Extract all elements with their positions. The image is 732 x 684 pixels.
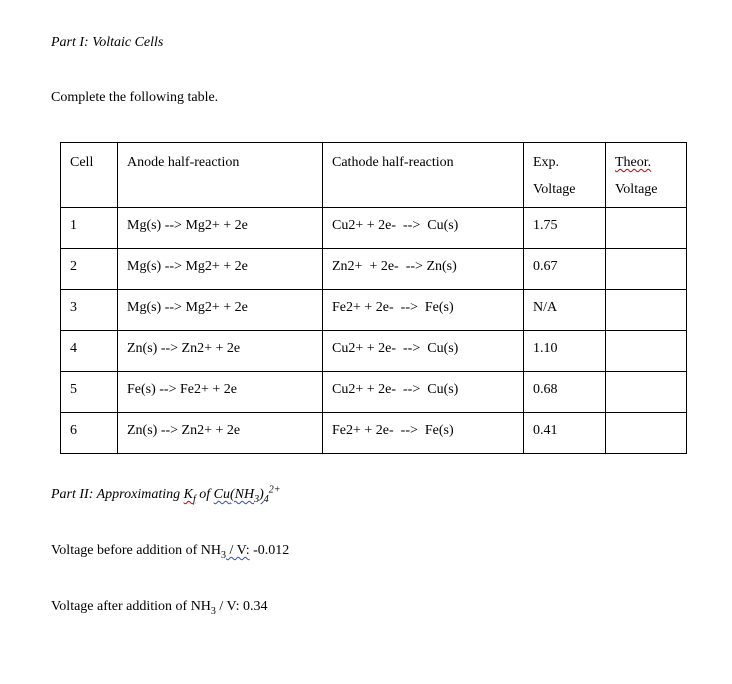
- table-header-row: [61, 143, 687, 208]
- voltage-after-label: Voltage after addition of NH: [51, 599, 211, 614]
- anode-reaction: Fe(s) --> Fe2+ + 2e: [118, 372, 323, 413]
- kf-k: K: [183, 487, 193, 502]
- header-theor-line2: Voltage: [615, 182, 658, 197]
- theor-voltage[interactable]: [606, 290, 687, 331]
- header-theor-line1: Theor.: [615, 155, 652, 170]
- cathode-reaction: Cu2+ + 2e- --> Cu(s): [323, 372, 524, 413]
- part2-heading-of: of: [195, 487, 214, 502]
- table-row: [61, 331, 687, 372]
- complex-charge: 2+: [268, 484, 281, 496]
- header-exp-line2: Voltage: [533, 182, 576, 197]
- exp-voltage: 0.68: [524, 372, 606, 413]
- table-row: [61, 413, 687, 454]
- header-exp-line1: Exp.: [533, 155, 560, 170]
- header-exp-voltage: [524, 143, 606, 208]
- complex-cu: Cu: [213, 487, 230, 502]
- table-row: [61, 249, 687, 290]
- header-anode: Anode half-reaction: [118, 143, 323, 208]
- voltaic-cells-table: [60, 142, 687, 454]
- table-row: [61, 208, 687, 249]
- exp-voltage: 0.67: [524, 249, 606, 290]
- complex-four-sub: 4: [263, 493, 269, 505]
- exp-voltage: N/A: [524, 290, 606, 331]
- anode-reaction: Zn(s) --> Zn2+ + 2e: [118, 413, 323, 454]
- cell-number: 4: [61, 331, 118, 372]
- exp-voltage: 1.10: [524, 331, 606, 372]
- cell-number: 5: [61, 372, 118, 413]
- theor-voltage[interactable]: [606, 372, 687, 413]
- header-cathode: Cathode half-reaction: [323, 143, 524, 208]
- anode-reaction: Mg(s) --> Mg2+ + 2e: [118, 249, 323, 290]
- cathode-reaction: Fe2+ + 2e- --> Fe(s): [323, 413, 524, 454]
- anode-reaction: Mg(s) --> Mg2+ + 2e: [118, 290, 323, 331]
- part2-heading-prefix: Part II: Approximating: [51, 487, 184, 502]
- table-row: [61, 372, 687, 413]
- theor-voltage[interactable]: [606, 208, 687, 249]
- cell-number: 2: [61, 249, 118, 290]
- theor-voltage[interactable]: [606, 413, 687, 454]
- anode-reaction: Mg(s) --> Mg2+ + 2e: [118, 208, 323, 249]
- part1-heading: Part I: Voltaic Cells: [51, 35, 164, 50]
- cathode-reaction: Zn2+ + 2e- --> Zn(s): [323, 249, 524, 290]
- complex-rest: (NH: [229, 487, 255, 502]
- voltage-before-value[interactable]: -0.012: [249, 543, 290, 558]
- voltage-after-line: [51, 599, 268, 615]
- part2-heading: [51, 484, 281, 505]
- voltage-before-unit: / V:: [226, 543, 250, 558]
- voltage-before-label: Voltage before addition of NH: [51, 543, 222, 558]
- exp-voltage: 1.75: [524, 208, 606, 249]
- complex-nh3-sub: 3: [254, 493, 260, 505]
- theor-voltage[interactable]: [606, 331, 687, 372]
- cathode-reaction: Fe2+ + 2e- --> Fe(s): [323, 290, 524, 331]
- voltage-after-sub: 3: [210, 605, 216, 617]
- cathode-reaction: Cu2+ + 2e- --> Cu(s): [323, 331, 524, 372]
- cell-number: 1: [61, 208, 118, 249]
- exp-voltage: 0.41: [524, 413, 606, 454]
- header-theor-voltage: [606, 143, 687, 208]
- cell-number: 6: [61, 413, 118, 454]
- cathode-reaction: Cu2+ + 2e- --> Cu(s): [323, 208, 524, 249]
- header-cell: Cell: [61, 143, 118, 208]
- theor-voltage[interactable]: [606, 249, 687, 290]
- part1-instruction: Complete the following table.: [51, 90, 219, 105]
- cell-number: 3: [61, 290, 118, 331]
- voltage-after-unit: / V:: [215, 599, 244, 614]
- anode-reaction: Zn(s) --> Zn2+ + 2e: [118, 331, 323, 372]
- complex-paren: ): [259, 487, 264, 502]
- table-row: [61, 290, 687, 331]
- kf-sub: f: [192, 493, 196, 505]
- voltage-before-sub: 3: [221, 549, 227, 561]
- complex-formula: [213, 487, 264, 505]
- kf-symbol: [183, 487, 196, 505]
- voltage-after-value[interactable]: 0.34: [243, 599, 268, 614]
- voltage-before-line: [51, 543, 289, 559]
